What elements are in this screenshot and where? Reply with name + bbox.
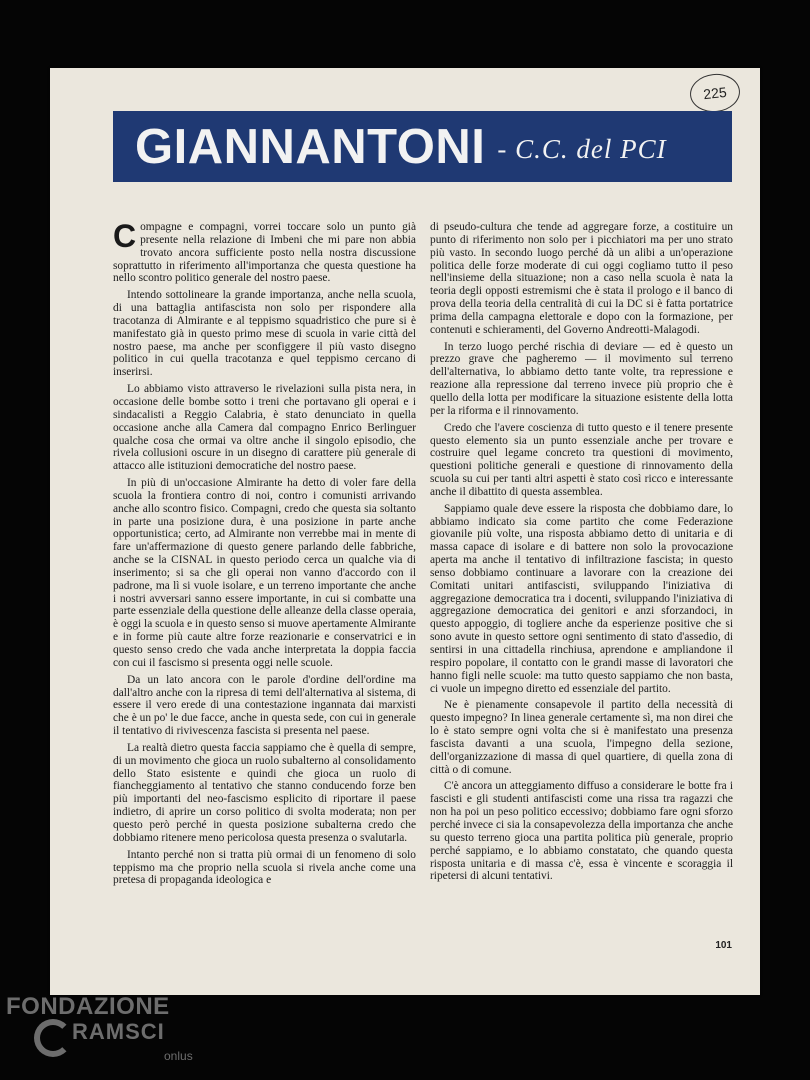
paragraph: Sappiamo quale deve essere la risposta che dobbiamo dare, lo abbiamo indicato sia come partito che come Federazione giovanile più volte, una risposta abbiamo detto di unitaria e di massa capace di isolare e di battere non solo la provocazione aperta ma anche il tentativo di infiltrazione fascista; in questo senso dobbiamo continuare a lavorare con la creazione dei Comitati unitari antifascisti, sviluppando l'iniziativa di aggregazione democratica tra i docenti, sviluppando l'iniziativa di aggregazione democratica dei genitori e anzi sforzandoci, in questo appoggio, di togliere anche da esperienze positive che si sono avute in questo settore ogni sentimento di stato d'assedio, di sentirsi in una cittadella rinchiusa, aprendone e ampliandone il respiro popolare, il contatto con le grandi masse di lavoratori che hanno figli nelle scuole: ma tutto questo sappiamo che non basta, ci vuole un impegno diretto ed essenziale del partito. [430,502,733,695]
article-body [113,221,733,931]
paragraph: di pseudo-cultura che tende ad aggregare forze, a costituire un punto di riferimento non solo per i picchiatori ma per uno strato più vasto. In secondo luogo perché dà un alibi a un'operazione politica delle forze moderate di cui oggi cogliamo tutto il peso nell'insieme della situazione; non a caso nella scuola è nata la teoria degli opposti estremismi che è stata il prologo e il banco di prova della teoria della centralità di cui la DC si è fatta portatrice prima della campagna elettorale e dopo con la formazione, per contenuti e schieramenti, del Governo Andreotti-Malagodi. [430,221,733,336]
page-number: 101 [715,940,732,951]
paragraph: C'è ancora un atteggiamento diffuso a considerare le botte fra i fascisti e gli studenti antifascisti come una rissa tra ragazzi che non ha poi un peso politico eccessivo; dobbiamo fare ogni sforzo perché invece ci sia la consapevolezza della importanza che anche su questo terreno gioca una partita politica più generale, proprio perché sappiamo, e lo abbiamo constatato, che quando questa risposta unitaria e di massa c'è, essa è vincente e scoraggia il ripetersi di alcuni tentativi. [430,780,733,883]
paragraph [113,221,416,285]
logo-text-line2: RAMSCI [72,1019,165,1044]
paragraph: Ne è pienamente consapevole il partito della necessità di questo impegno? In linea generale certamente sì, ma non direi che lo è stato sempre ogni volta che si è manifestato una presenza fascista davanti a una scuola, l'impegno della sezione, dell'organizzazione di massa di quel quartiere, di quella zona di città o di comune. [430,699,733,776]
paragraph: Intanto perché non si tratta più ormai di un fenomeno di solo teppismo ma che proprio nella scuola si rivela anche come una pretesa di propaganda ideologica e [113,848,416,887]
logo-text-line1: FONDAZIONE [6,993,170,1020]
title-banner [113,111,732,182]
left-column [113,221,416,931]
archive-number-stamp: 225 [688,71,742,114]
right-column [430,221,733,931]
paragraph-text: ompagne e compagni, vorrei toccare solo un punto già presente nella relazione di Imbeni che mi pare non abbia trovato ancora sufficiente posto nella nostra discussione soprattutto in riferimento all'importanza che questa questione ha nello scontro politico generale del nostro paese. [113,221,416,285]
paragraph: In più di un'occasione Almirante ha detto di voler fare della scuola la frontiera contro di noi, contro i comunisti arrivando anche allo scontro fisico. Compagni, credo che questa sia soltanto in parte una posizione dura, è una posizione in parte anche opportunistica; certo, ad Almirante non verrebbe mai in mente di fare un'affermazione di questo genere parlando delle fabbriche, anche se la CISNAL in questo periodo cerca un qualche via di inserimento; si sa che gli operai non vanno d'accordo con il padrone, ma lì si vuole isolare, e un terreno importante che anche i nostri avversari sanno essere importante, in cui si combatte una parte essenziale della questione delle alleanze della classe operaia, è oggi la scuola e in questo senso si muove apertamente Almirante e in forme più caute altre forze reazionarie e conservatrici e in questo senso credo che vada anche interpretata la doppia faccia con cui il fascismo si presenta oggi nelle scuole. [113,477,416,669]
speaker-role: - C.C. del PCI [497,134,667,164]
paragraph: Intendo sottolineare la grande importanza, anche nella scuola, di una battaglia antifascista non solo per rispondere alla tracotanza di Almirante e al teppismo squadristico che pure si è manifestato già in questo primo mese di scuola in varie città del nostro paese, ma anche per sconfiggere il più vasto disegno politico in cui quella tracotanza e quel teppismo cercano di inserirsi. [113,289,416,379]
document-page [50,68,760,995]
paragraph: Da un lato ancora con le parole d'ordine dell'ordine ma dall'altro anche con la ripresa di temi dell'alternativa al sistema, di essere il vero erede di una contestazione ingannata dai marxisti che è un po' le due facce, anche in questa sede, con cui in generale il tentativo di rivivescenza fascista si presenta nel paese. [113,673,416,738]
paragraph: In terzo luogo perché rischia di deviare — ed è questo un prezzo grave che pagheremo — il movimento sul terreno dell'alternativa, lo abbiamo detto tante volte, tra repressione e reazione alla repressione dal terreno invece più proprio che è quello della lotta per modificare la situazione esistente della lotta per la riforma e il rinnovamento. [430,340,733,417]
paragraph: Lo abbiamo visto attraverso le rivelazioni sulla pista nera, in occasione delle bombe sotto i treni che portavano gli operai e i sindacalisti a Reggio Calabria, è stato denunciato in quella occasione anche alla Camera dal compagno Enrico Berlinguer qualche cosa che ormai va oltre anche il singolo episodio, che rivela collusioni oscure in un disegno di carattere più generale di attacco alle istituzioni democratiche del nostro paese. [113,383,416,473]
speaker-name: GIANNANTONI [135,119,486,174]
drop-cap: C [113,221,137,254]
logo-text-line3: onlus [164,1049,193,1063]
paragraph: La realtà dietro questa faccia sappiamo che è quella di sempre, di un movimento che gioca un ruolo subalterno al consolidamento dello Stato esistente e quindi che gioca un ruolo di fiancheggiamento al tentativo che stanno conducendo forze ben più importanti del neo-fascismo esplicito di riportare il paese indietro, di aprire un corso politico di svolta moderata; non per questo però perché in questa posizione subalterna credo che dobbiamo ritenere meno pericolosa questa presenza o svalutarla. [113,741,416,844]
logo-g-icon [34,1019,72,1057]
paragraph: Credo che l'avere coscienza di tutto questo e il tenere presente questo elemento sia un punto essenziale anche per trovare e costruire quel legame concreto tra questioni di movimento, questioni politiche generali e questione di rinnovamento della scuola su cui per tanti altri aspetti è stato così ricco e interessante anche il dibattito di questa assemblea. [430,421,733,498]
fondazione-gramsci-logo [6,993,206,1073]
